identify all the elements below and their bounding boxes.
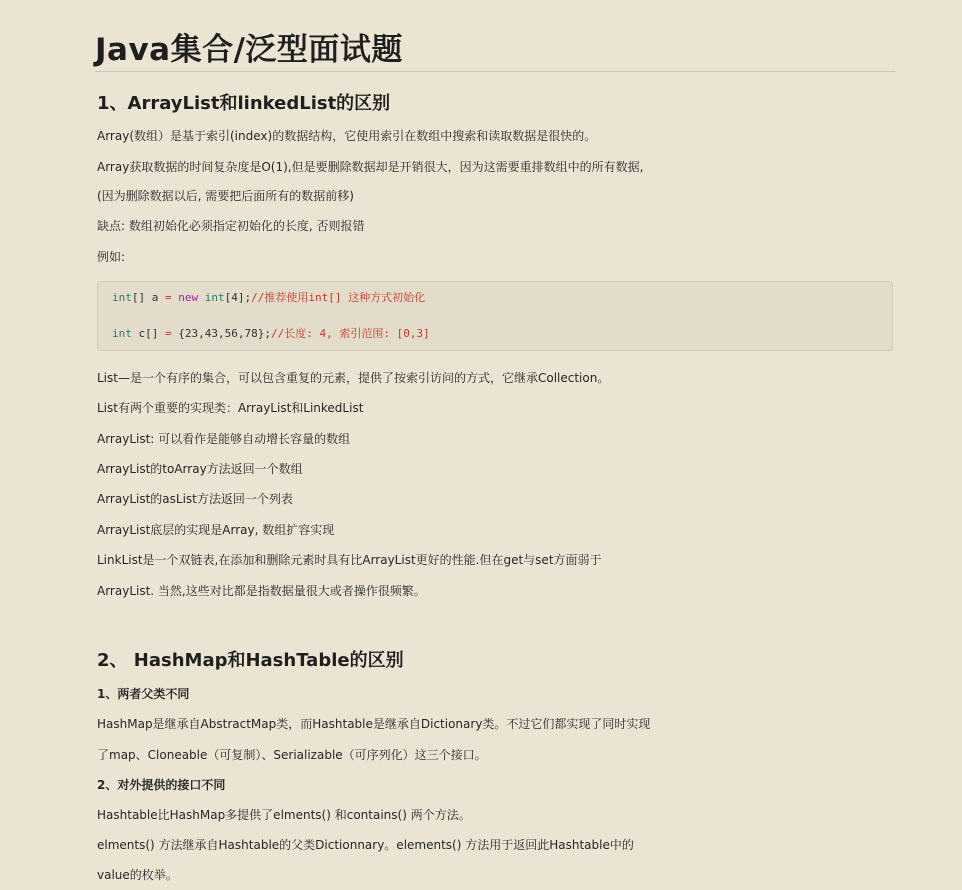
code-text: c[] [131, 327, 165, 340]
section2-paragraph: 了map、Cloneable（可复制）、Serializable（可序列化）这三个接口。 [97, 748, 487, 762]
section1-paragraph: ArrayList. 当然,这些对比都是指数据量很大或者操作很频繁。 [97, 584, 426, 598]
code-comment: //推荐使用int[] 这种方式初始化 [251, 291, 426, 304]
section2-paragraph: HashMap是继承自AbstractMap类，而Hashtable是继承自Dictionary类。不过它们都实现了同时实现 [97, 717, 651, 731]
code-line-1 [112, 291, 425, 305]
code-text: [4]; [224, 291, 252, 304]
section1-paragraph: Array获取数据的时间复杂度是O(1),但是要删除数据却是开销很大，因为这需要重排数组中的所有数据, [97, 160, 644, 174]
section1-paragraph: ArrayList的toArray方法返回一个数组 [97, 462, 303, 476]
code-line-2 [112, 327, 430, 341]
section1-paragraph: ArrayList: 可以看作是能够自动增长容量的数组 [97, 432, 351, 446]
section2-subheading: 2、对外提供的接口不同 [97, 778, 226, 792]
section1-heading: 1、ArrayList和linkedList的区别 [97, 93, 391, 114]
section1-paragraph: List—是一个有序的集合，可以包含重复的元素，提供了按索引访问的方式，它继承Collection。 [97, 371, 610, 385]
title-divider [95, 71, 895, 72]
section2-paragraph: Hashtable比HashMap多提供了elments() 和contains() 两个方法。 [97, 808, 471, 822]
section1-paragraph: List有两个重要的实现类：ArrayList和LinkedList [97, 401, 364, 415]
code-text: [] a [131, 291, 165, 304]
code-operator: = [165, 327, 172, 340]
code-block [97, 281, 893, 351]
section1-paragraph: Array(数组）是基于索引(index)的数据结构，它使用索引在数组中搜索和读取数据是很快的。 [97, 129, 597, 143]
code-keyword: new [171, 291, 205, 304]
document-title: Java集合/泛型面试题 [95, 32, 403, 68]
code-text: {23,43,56,78}; [171, 327, 271, 340]
section1-paragraph: LinkList是一个双链表,在添加和删除元素时具有比ArrayList更好的性能.但在get与set方面弱于 [97, 553, 602, 567]
section1-paragraph: ArrayList底层的实现是Array, 数组扩容实现 [97, 523, 335, 537]
section1-paragraph: 缺点: 数组初始化必须指定初始化的长度, 否则报错 [97, 219, 365, 233]
code-keyword: int [112, 327, 132, 340]
section2-heading: 2、 HashMap和HashTable的区别 [97, 650, 404, 671]
section1-paragraph: 例如: [97, 250, 126, 264]
section1-paragraph: (因为删除数据以后, 需要把后面所有的数据前移) [97, 189, 354, 203]
section2-paragraph: elments() 方法继承自Hashtable的父类Dictionnary。elements() 方法用于返回此Hashtable中的 [97, 838, 634, 852]
code-comment: //长度: 4, 索引范围: [0,3] [270, 327, 430, 340]
section2-paragraph: value的枚举。 [97, 868, 178, 882]
code-operator: = [165, 291, 172, 304]
section1-paragraph: ArrayList的asList方法返回一个列表 [97, 492, 293, 506]
code-type: int [204, 291, 225, 304]
code-keyword: int [112, 291, 132, 304]
section2-subheading: 1、两者父类不同 [97, 687, 190, 701]
